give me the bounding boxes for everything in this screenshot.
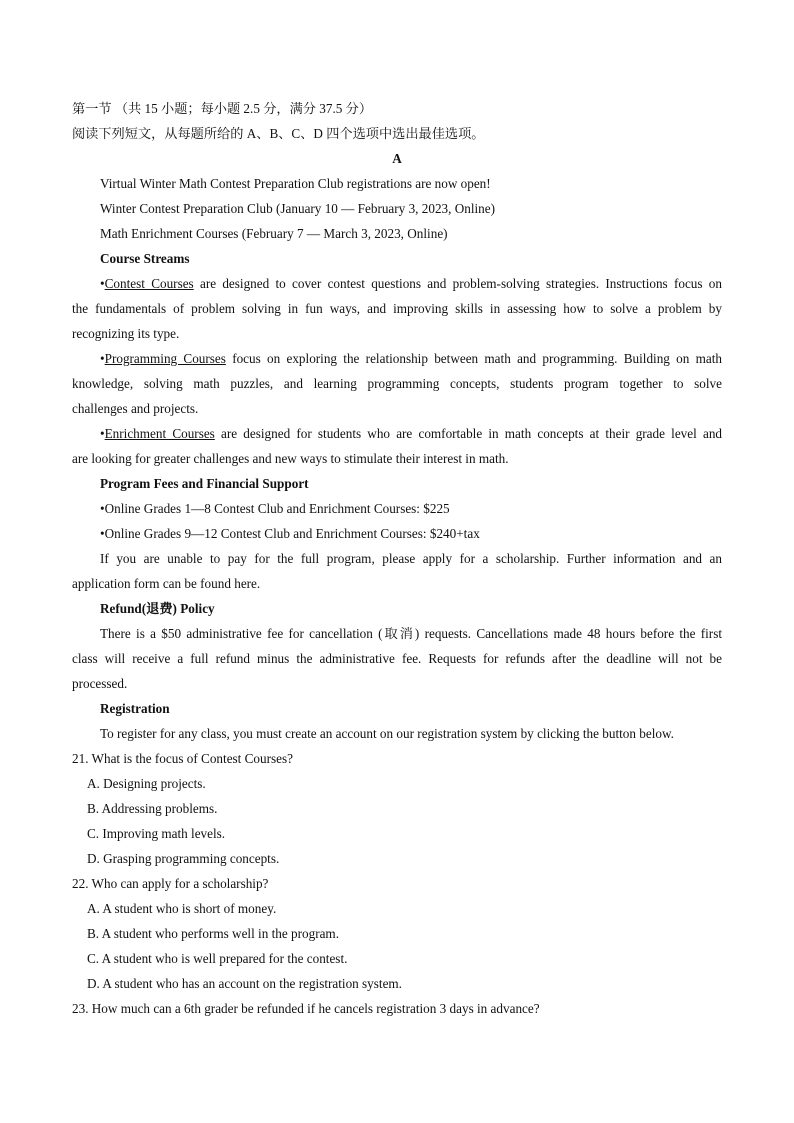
- refund-line-1: There is a $50 administrative fee for cancellation (取消) requests. Cancellations made 48 hours before the first: [100, 626, 722, 641]
- enrichment-courses-paragraph: [72, 421, 722, 471]
- bullet: •: [100, 276, 105, 291]
- contest-courses-paragraph: [72, 271, 722, 346]
- bullet: •: [100, 426, 105, 441]
- refund-heading: Refund(退费) Policy: [100, 601, 215, 616]
- section-title: 第一节 （共 15 小题；每小题 2.5 分，满分 37.5 分）: [72, 101, 373, 116]
- intro-line-2: Winter Contest Preparation Club (January 10 — February 3, 2023, Online): [100, 201, 496, 216]
- question-22: [72, 871, 722, 996]
- option-a: A. Designing projects.: [87, 776, 206, 791]
- option-d: D. Grasping programming concepts.: [87, 851, 280, 866]
- refund-line-3: processed.: [72, 676, 128, 691]
- intro-line-3: Math Enrichment Courses (February 7 — March 3, 2023, Online): [100, 226, 448, 241]
- fees-heading: Program Fees and Financial Support: [100, 476, 309, 491]
- programming-line-1: [72, 346, 722, 371]
- intro-line-1: Virtual Winter Math Contest Preparation Club registrations are now open!: [100, 176, 491, 191]
- programming-courses-term: Programming Courses: [104, 351, 226, 366]
- exam-page: [72, 96, 722, 1021]
- refund-line-2: class will receive a full refund minus the administrative fee. Requests for refunds after the deadline will not be: [72, 651, 722, 666]
- option-b: B. A student who performs well in the program.: [87, 926, 339, 941]
- enrichment-line-1: [72, 421, 722, 446]
- passage-label: A: [392, 151, 402, 166]
- registration-heading: Registration: [100, 701, 170, 716]
- contest-line-2: the fundamentals of problem solving in fun ways, and improving skills in assessing how to solve a problem by: [72, 301, 722, 316]
- enrichment-line-1-text: are designed for students who are comfortable in math concepts at their grade level and: [214, 426, 723, 441]
- option-b: B. Addressing problems.: [87, 801, 218, 816]
- option-d: D. A student who has an account on the registration system.: [87, 976, 402, 991]
- programming-line-2: knowledge, solving math puzzles, and learning programming concepts, students program together to solve: [72, 376, 722, 391]
- enrichment-line-2: are looking for greater challenges and new ways to stimulate their interest in math.: [72, 451, 509, 466]
- fees-item-1: •Online Grades 1—8 Contest Club and Enrichment Courses: $225: [100, 501, 450, 516]
- fees-item-2: •Online Grades 9—12 Contest Club and Enrichment Courses: $240+tax: [100, 526, 480, 541]
- scholarship-line-2: application form can be found here.: [72, 576, 261, 591]
- contest-line-3: recognizing its type.: [72, 326, 180, 341]
- programming-line-3: challenges and projects.: [72, 401, 199, 416]
- option-c: C. A student who is well prepared for the contest.: [87, 951, 348, 966]
- contest-courses-term: Contest Courses: [104, 276, 194, 291]
- question-stem: 22. Who can apply for a scholarship?: [72, 876, 269, 891]
- question-stem: 23. How much can a 6th grader be refunded if he cancels registration 3 days in advance?: [72, 1001, 540, 1016]
- section-instruction: 阅读下列短文，从每题所给的 A、B、C、D 四个选项中选出最佳选项。: [72, 126, 485, 141]
- scholarship-line-1: If you are unable to pay for the full program, please apply for a scholarship. Further information and an: [100, 551, 722, 566]
- enrichment-courses-term: Enrichment Courses: [104, 426, 215, 441]
- contest-line-1-text: are designed to cover contest questions and problem-solving strategies. Instructions focus on: [193, 276, 722, 291]
- question-stem: 21. What is the focus of Contest Courses?: [72, 751, 293, 766]
- programming-line-1-text: focus on exploring the relationship between math and programming. Building on math: [225, 351, 722, 366]
- bullet: •: [100, 351, 105, 366]
- contest-line-1: [72, 271, 722, 296]
- programming-courses-paragraph: [72, 346, 722, 421]
- registration-line-1: To register for any class, you must create an account on our registration system by clicking the button below.: [100, 726, 674, 741]
- question-21: [72, 746, 722, 871]
- option-c: C. Improving math levels.: [87, 826, 226, 841]
- question-23: [72, 996, 722, 1021]
- course-streams-heading: Course Streams: [100, 251, 190, 266]
- option-a: A. A student who is short of money.: [87, 901, 277, 916]
